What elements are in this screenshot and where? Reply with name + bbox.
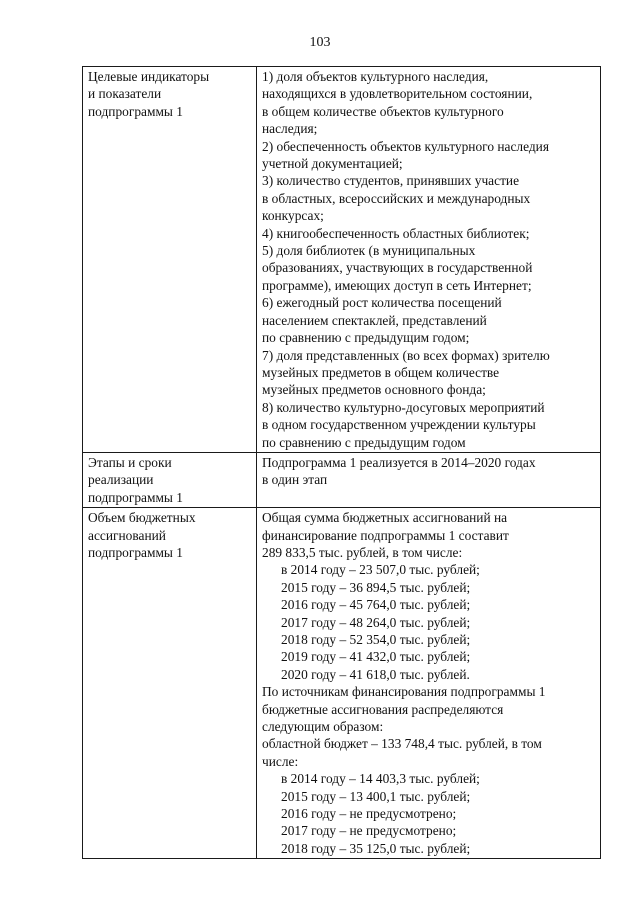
- row-value-budget: [257, 508, 601, 859]
- table-row: [83, 67, 601, 453]
- value-line: 7) доля представленных (во всех формах) зрителю: [262, 347, 550, 363]
- label-line: реализации: [88, 472, 154, 488]
- year-line: 2016 году – не предусмотрено;: [281, 806, 457, 822]
- year-line: 2015 году – 36 894,5 тыс. рублей;: [281, 579, 471, 595]
- value-line: в общем количестве объектов культурного: [262, 103, 504, 119]
- table-row: [83, 452, 601, 507]
- value-line: музейных предметов основного фонда;: [262, 382, 486, 398]
- row-value-target-indicators: [257, 67, 601, 453]
- year-line: 2020 году – 41 618,0 тыс. рублей.: [281, 666, 470, 682]
- value-line: финансирование подпрограммы 1 составит: [262, 527, 509, 543]
- value-line: населением спектаклей, представлений: [262, 312, 487, 328]
- label-line: подпрограммы 1: [88, 103, 183, 119]
- value-line: бюджетные ассигнования распределяются: [262, 701, 504, 717]
- label-line: и показатели: [88, 86, 162, 102]
- value-line: областной бюджет – 133 748,4 тыс. рублей, в том: [262, 736, 542, 752]
- year-line: в 2014 году – 23 507,0 тыс. рублей;: [281, 562, 480, 578]
- value-line: 6) ежегодный рост количества посещений: [262, 295, 502, 311]
- value-line: По источникам финансирования подпрограммы 1: [262, 684, 546, 700]
- year-line: 2018 году – 35 125,0 тыс. рублей;: [281, 840, 471, 856]
- year-line: 2015 году – 13 400,1 тыс. рублей;: [281, 788, 471, 804]
- label-line: подпрограммы 1: [88, 489, 183, 505]
- value-line: 3) количество студентов, принявших участие: [262, 173, 520, 189]
- table-row: [83, 508, 601, 859]
- value-line: музейных предметов в общем количестве: [262, 364, 500, 380]
- row-label-target-indicators: [83, 67, 257, 453]
- value-line: следующим образом:: [262, 719, 384, 735]
- label-line: подпрограммы 1: [88, 544, 183, 560]
- year-line: 2017 году – не предусмотрено;: [281, 823, 457, 839]
- value-line: 8) количество культурно-досуговых мероприятий: [262, 399, 545, 415]
- value-line: в областных, всероссийских и международных: [262, 190, 531, 206]
- value-line: 4) книгообеспеченность областных библиотек;: [262, 225, 530, 241]
- page-number: 103: [309, 35, 331, 50]
- value-line: 289 833,5 тыс. рублей, в том числе:: [262, 544, 463, 560]
- label-line: Этапы и сроки: [88, 454, 172, 470]
- year-line: 2017 году – 48 264,0 тыс. рублей;: [281, 614, 471, 630]
- value-line: учетной документацией;: [262, 156, 403, 172]
- value-line: числе:: [262, 753, 299, 769]
- value-line: 5) доля библиотек (в муниципальных: [262, 243, 476, 259]
- year-line: в 2014 году – 14 403,3 тыс. рублей;: [281, 771, 480, 787]
- value-line: 1) доля объектов культурного наследия,: [262, 69, 489, 84]
- label-line: Объем бюджетных: [88, 510, 196, 526]
- row-label-budget: [83, 508, 257, 859]
- value-line: образованиях, участвующих в государственной: [262, 260, 533, 276]
- value-line: находящихся в удовлетворительном состоянии,: [262, 86, 533, 102]
- row-value-stages: [257, 452, 601, 507]
- value-line: программе), имеющих доступ в сеть Интернет;: [262, 277, 532, 293]
- value-line: Общая сумма бюджетных ассигнований на: [262, 510, 508, 526]
- value-line: конкурсах;: [262, 208, 324, 224]
- value-line: в один этап: [262, 472, 328, 488]
- value-line: в одном государственном учреждении культуры: [262, 417, 536, 433]
- year-line: 2018 году – 52 354,0 тыс. рублей;: [281, 632, 471, 647]
- value-line: 2) обеспеченность объектов культурного наследия: [262, 138, 550, 154]
- value-line: по сравнению с предыдущим годом;: [262, 330, 470, 346]
- year-line: 2016 году – 45 764,0 тыс. рублей;: [281, 597, 471, 613]
- row-label-stages: [83, 452, 257, 507]
- subprogram-passport-table: [82, 66, 601, 859]
- year-line: 2019 году – 41 432,0 тыс. рублей;: [281, 649, 471, 665]
- value-line: Подпрограмма 1 реализуется в 2014–2020 годах: [262, 454, 536, 470]
- label-line: ассигнований: [88, 527, 166, 543]
- value-line: по сравнению с предыдущим годом: [262, 434, 466, 450]
- value-line: наследия;: [262, 121, 318, 137]
- label-line: Целевые индикаторы: [88, 69, 210, 84]
